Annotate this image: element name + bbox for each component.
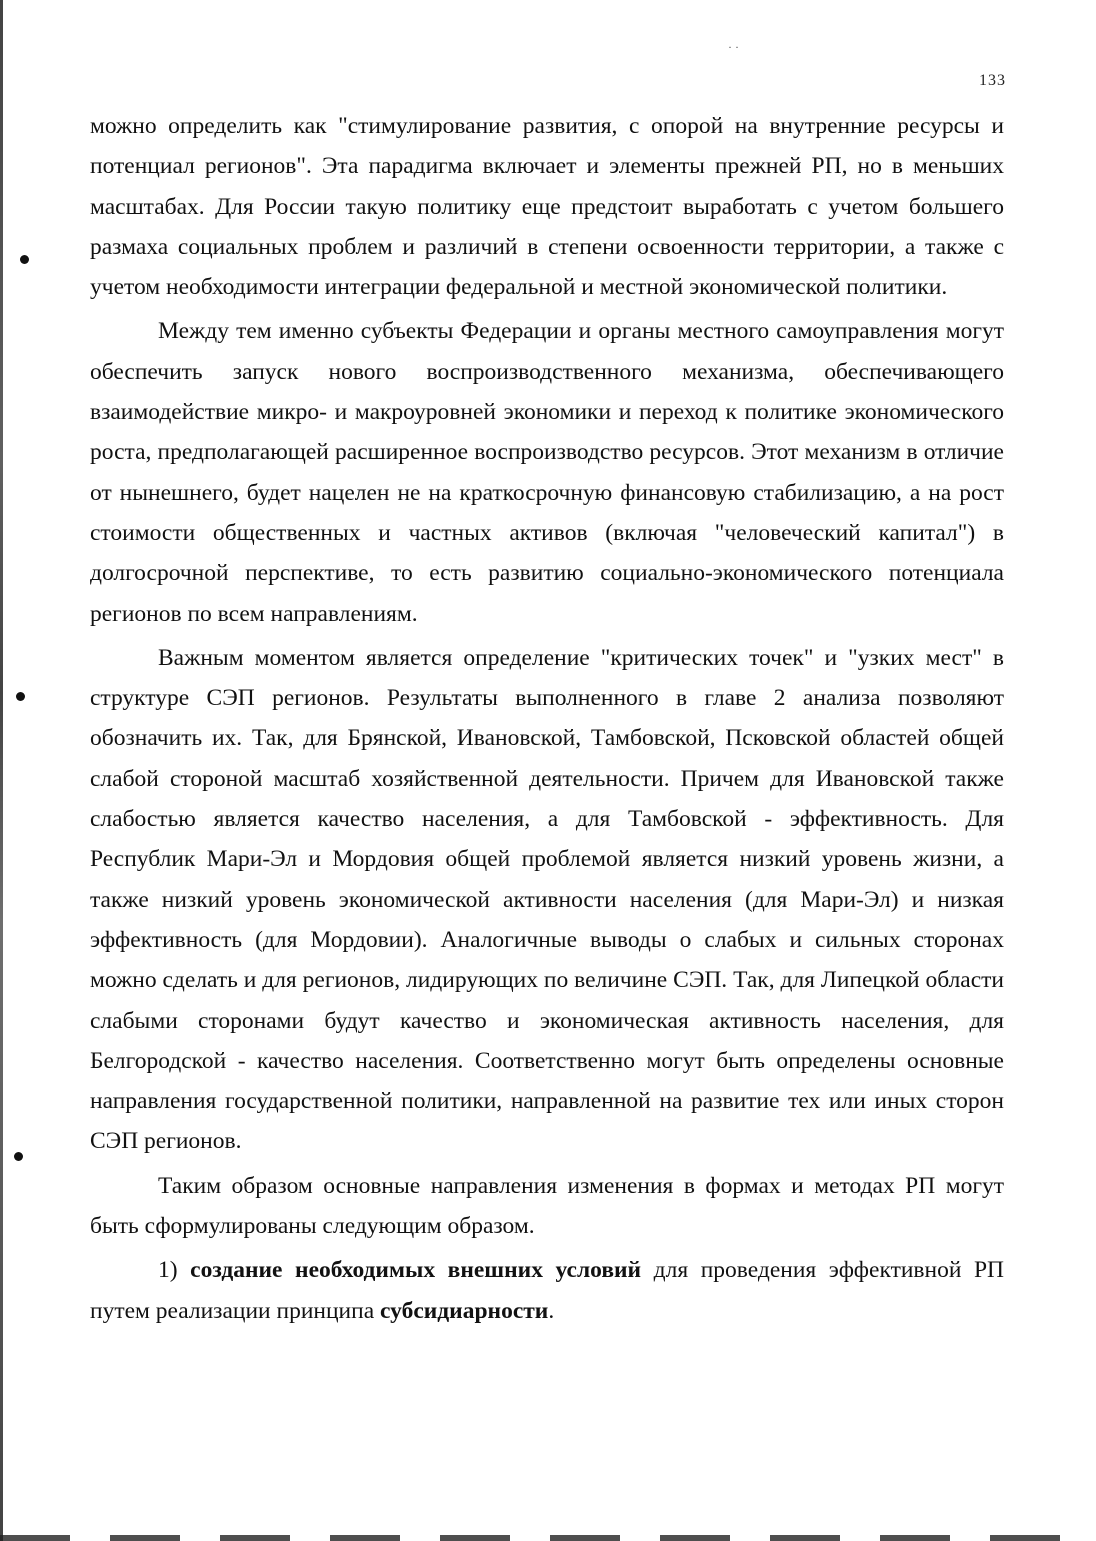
paragraph-1: можно определить как "стимулирование развития, с опорой на внутренние ресурсы и потенциал регионов". Эта парадигма включает и элементы прежней РП, но в меньших масштабах. Для России такую политику еще предстоит выработать с учетом большего размаха социальных проблем и различий в степени освоенности территории, а также с учетом необходимости интеграции федеральной и местной экономической политики. bbox=[90, 113, 1004, 301]
list-item-1 bbox=[90, 1250, 1004, 1331]
paragraph-4: Таким образом основные направления изменения в формах и методах РП могут быть сформулированы следующим образом. bbox=[90, 1172, 1004, 1240]
scan-speck bbox=[16, 692, 25, 701]
scan-speck bbox=[14, 1152, 23, 1161]
body-text bbox=[90, 106, 1004, 1331]
paragraph-2: Между тем именно субъекты Федерации и органы местного самоуправления могут обеспечить запуск нового воспроизводственного механизма, обеспечивающего взаимодействие микро- и макроуровней экономики и переход к политике экономического роста, предполагающей расширенное воспроизводство ресурсов. Этот механизм в отличие от нынешнего, будет нацелен не на краткосрочную финансовую стабилизацию, а на рост стоимости общественных и частных активов (включая "человеческий капитал") в долгосрочной перспективе, то есть развитию социально-экономического потенциала регионов по всем направлениям. bbox=[90, 318, 1004, 627]
paragraph-3: Важным моментом является определение "критических точек" и "узких мест" в структуре СЭП регионов. Результаты выполненного в главе 2 анализа позволяют обозначить их. Так, для Брянской, Ивановской, Тамбовской, Псковской областей общей слабой стороной масштаб хозяйственной деятельности. Причем для Ивановской также слабостью является качество населения, а для Тамбовской - эффективность. Для Республик Мари-Эл и Мордовия общей проблемой является низкий уровень жизни, а также низкий уровень экономической активности населения (для Мари-Эл) и низкая эффективность (для Мордовии). Аналогичные выводы о слабых и сильных сторонах можно сделать и для регионов, лидирующих по величине СЭП. Так, для Липецкой области слабыми сторонами будут качество и экономическая активность населения, для Белгородской - качество населения. Соответственно могут быть определены основные направления государственной политики, направленной на развитие тех или иных сторон СЭП регионов. bbox=[90, 644, 1004, 1155]
scan-speck bbox=[20, 255, 29, 264]
list-item-number: 1) bbox=[158, 1257, 178, 1284]
list-item-end: . bbox=[548, 1297, 555, 1324]
scan-dots: · · bbox=[728, 40, 739, 54]
list-item-middle: для проведения эффективной РП путем реализации принципа bbox=[90, 1257, 1005, 1324]
scan-bottom-strip bbox=[0, 1535, 1096, 1541]
list-item-bold-tail: субсидиарности bbox=[380, 1297, 549, 1324]
scan-margin-line bbox=[0, 0, 3, 1541]
page-number: 133 bbox=[979, 72, 1006, 89]
list-item-bold-lead: создание необходимых внешних условий bbox=[190, 1257, 642, 1284]
